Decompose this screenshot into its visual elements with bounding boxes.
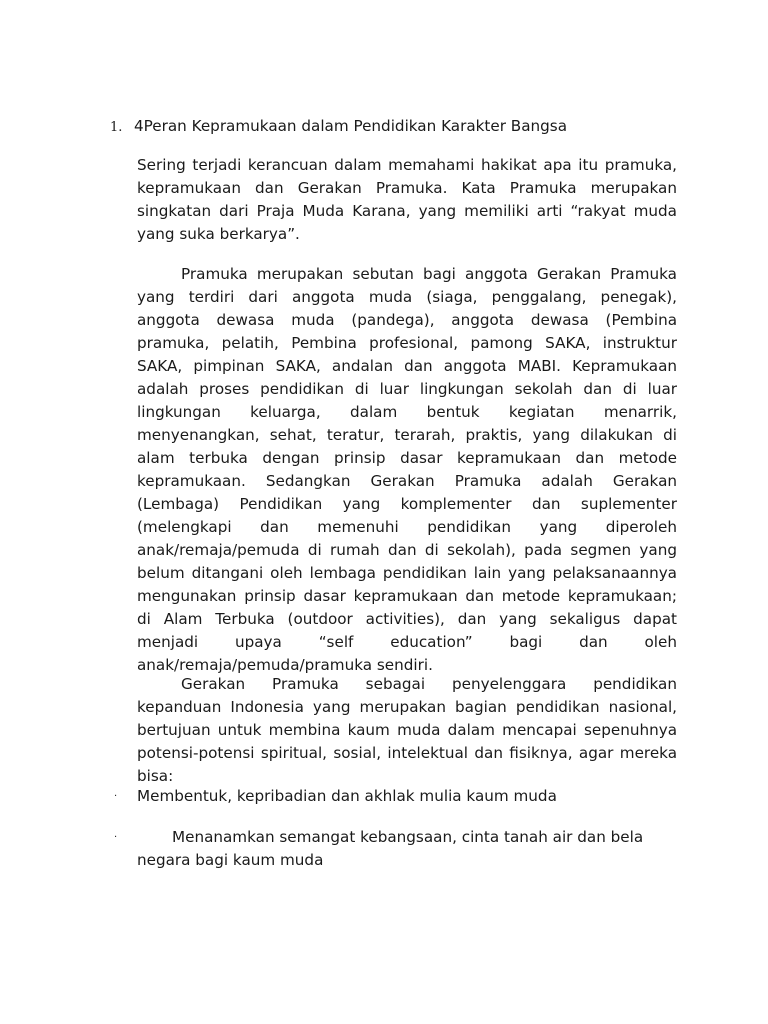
section-heading [110, 115, 670, 139]
bullet-text: Menanamkan semangat kebangsaan, cinta tanah air dan bela negara bagi kaum muda [137, 828, 644, 869]
bullet-item-1 [110, 785, 677, 808]
bullet-item-2 [110, 826, 677, 872]
bullet-marker: · [114, 791, 118, 802]
bullet-text: Membentuk, kepribadian dan akhlak mulia kaum muda [137, 787, 557, 805]
heading-title: 4Peran Kepramukaan dalam Pendidikan Karakter Bangsa [134, 117, 567, 135]
heading-number: 1. [110, 120, 123, 135]
paragraph-1: Sering terjadi kerancuan dalam memahami hakikat apa itu pramuka, kepramukaan dan Gerakan Pramuka. Kata Pramuka merupakan singkatan dari Praja Muda Karana, yang memiliki arti “rakyat muda yang suka berkarya”. [137, 156, 677, 243]
paragraph-3: Gerakan Pramuka sebagai penyelenggara pendidikan kepanduan Indonesia yang merupakan bagian pendidikan nasional, bertujuan untuk membina kaum muda dalam mencapai sepenuhnya potensi-potensi spiritual, sosial, intelektual dan fisiknya, agar mereka bisa: [137, 675, 677, 785]
bullet-marker: · [114, 832, 118, 843]
paragraph-2: Pramuka merupakan sebutan bagi anggota Gerakan Pramuka yang terdiri dari anggota muda (siaga, penggalang, penegak), anggota dewasa muda (pandega), anggota dewasa (Pembina pramuka, pelatih, Pembina profesional, pamong SAKA, instruktur SAKA, pimpinan SAKA, andalan dan anggota MABI. Kepramukaan adalah proses pendidikan di luar lingkungan sekolah dan di luar lingkungan keluarga, dalam bentuk kegiatan menarrik, menyenangkan, sehat, teratur, terarah, praktis, yang dilakukan di alam terbuka dengan prinsip dasar kepramukaan dan metode kepramukaan. Sedangkan Gerakan Pramuka adalah Gerakan (Lembaga) Pendidikan yang komplementer dan suplementer (melengkapi dan memenuhi pendidikan yang diperoleh anak/remaja/pemuda di rumah dan di sekolah), pada segmen yang belum ditangani oleh lembaga pendidikan lain yang pelaksanaannya mengunakan prinsip dasar kepramukaan dan metode kepramukaan; di Alam Terbuka (outdoor activities), dan yang sekaligus dapat menjadi upaya “self education” bagi dan oleh anak/remaja/pemuda/pramuka sendiri. [137, 265, 677, 674]
